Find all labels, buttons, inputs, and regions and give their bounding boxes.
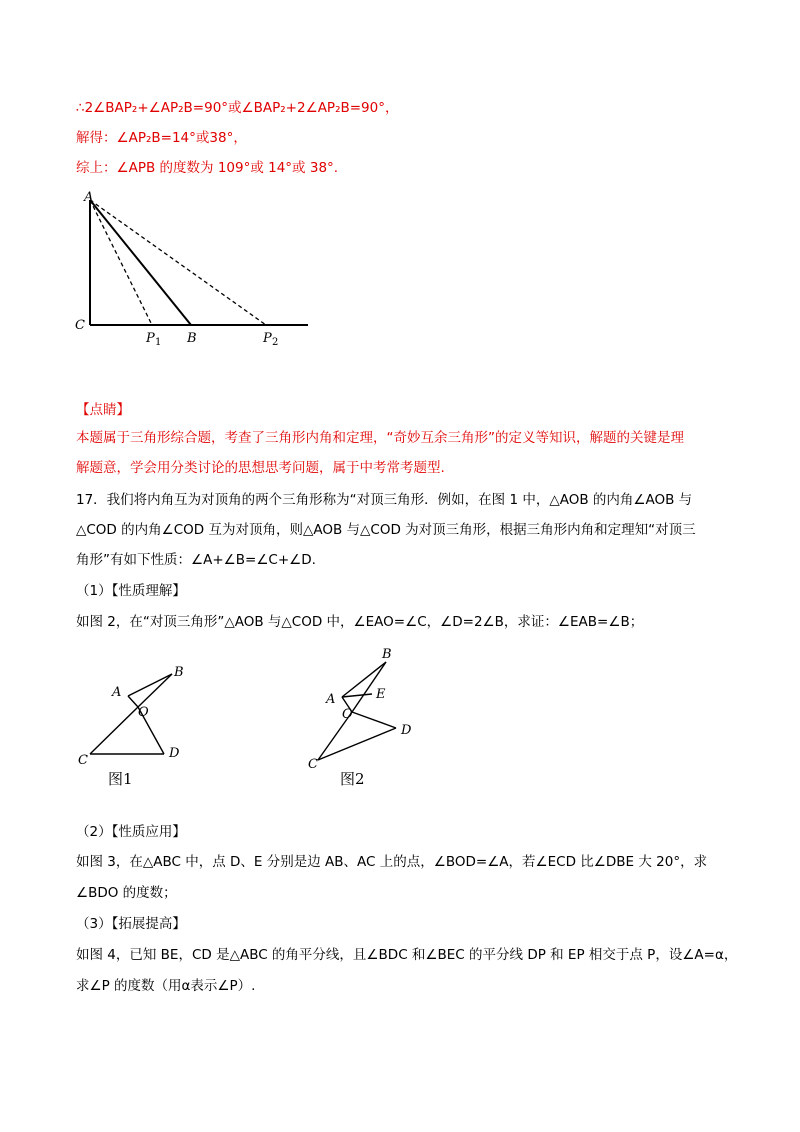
- fig1-caption: 图1: [108, 770, 133, 788]
- segment-ap1-dashed: [90, 200, 152, 325]
- label-p1: P: [146, 331, 155, 346]
- comment-heading: 【点睛】: [76, 402, 130, 418]
- comment-line-2: 解题意，学会用分类讨论的思想思考问题，属于中考常考题型.: [76, 460, 445, 476]
- problem17-intro-1: 17．我们将内角互为对顶角的两个三角形称为“对顶三角形．例如，在图 1 中，△AOB 的内角∠AOB 与: [76, 492, 693, 508]
- fig2-label-a: A: [326, 692, 336, 707]
- figure-2: [300, 640, 430, 796]
- fig2-label-e: E: [376, 687, 386, 702]
- figure-triangle-apb: [70, 188, 320, 350]
- label-b: B: [187, 331, 197, 346]
- label-p2: P: [263, 331, 272, 346]
- fig2-caption: 图2: [340, 770, 365, 788]
- fig1-segment-ao: [128, 696, 138, 707]
- part2-title: （2）【性质应用】: [76, 824, 186, 840]
- part3-line-2: 求∠P 的度数（用α表示∠P）.: [76, 978, 256, 994]
- fig2-segment-od: [352, 712, 396, 728]
- part1-title: （1）【性质理解】: [76, 583, 186, 599]
- label-a: A: [84, 190, 94, 205]
- comment-line-1: 本题属于三角形综合题，考查了三角形内角和定理，“奇妙互余三角形”的定义等知识，解题的关键是理: [76, 430, 684, 446]
- figure-1: [70, 656, 200, 796]
- part3-line-1: 如图 4，已知 BE，CD 是△ABC 的角平分线，且∠BDC 和∠BEC 的平分线 DP 和 EP 相交于点 P，设∠A=α，: [76, 947, 738, 963]
- segment-ap2-dashed: [90, 200, 266, 325]
- fig1-segment-ab: [128, 674, 172, 696]
- fig1-label-o: O: [138, 705, 149, 720]
- fig2-segment-ae: [342, 694, 372, 697]
- fig2-label-c: C: [308, 757, 318, 772]
- label-p2-sub: 2: [272, 337, 279, 348]
- segment-ab: [90, 200, 191, 325]
- solution-line-3: 综上：∠APB 的度数为 109°或 14°或 38°.: [76, 160, 339, 176]
- fig2-label-d: D: [401, 723, 412, 738]
- fig1-label-c: C: [78, 753, 88, 768]
- solution-line-1: ∴2∠BAP₂+∠AP₂B=90°或∠BAP₂+2∠AP₂B=90°，: [76, 100, 399, 116]
- solution-line-2: 解得：∠AP₂B=14°或38°，: [76, 130, 247, 146]
- problem17-intro-2: △COD 的内角∠COD 互为对顶角，则△AOB 与△COD 为对顶三角形，根据三角形内角和定理知“对顶三: [76, 522, 696, 538]
- fig1-label-b: B: [174, 665, 184, 680]
- fig1-segment-ob: [138, 674, 172, 707]
- fig1-label-a: A: [112, 685, 122, 700]
- label-c: C: [75, 318, 85, 333]
- part1-text: 如图 2，在“对顶三角形”△AOB 与△COD 中，∠EAO=∠C，∠D=2∠B，求证：∠EAB=∠B；: [76, 614, 644, 630]
- fig2-label-b: B: [382, 647, 392, 662]
- part3-title: （3）【拓展提高】: [76, 916, 186, 932]
- fig1-label-d: D: [169, 746, 180, 761]
- fig2-label-o: O: [342, 707, 353, 722]
- problem17-intro-3: 角形”有如下性质：∠A+∠B=∠C+∠D.: [76, 552, 316, 568]
- fig1-segment-oc: [90, 707, 138, 754]
- label-p1-sub: 1: [155, 337, 162, 348]
- part2-line-2: ∠BDO 的度数；: [76, 885, 177, 901]
- part2-line-1: 如图 3，在△ABC 中，点 D、E 分别是边 AB、AC 上的点，∠BOD=∠A，若∠ECD 比∠DBE 大 20°，求: [76, 854, 708, 870]
